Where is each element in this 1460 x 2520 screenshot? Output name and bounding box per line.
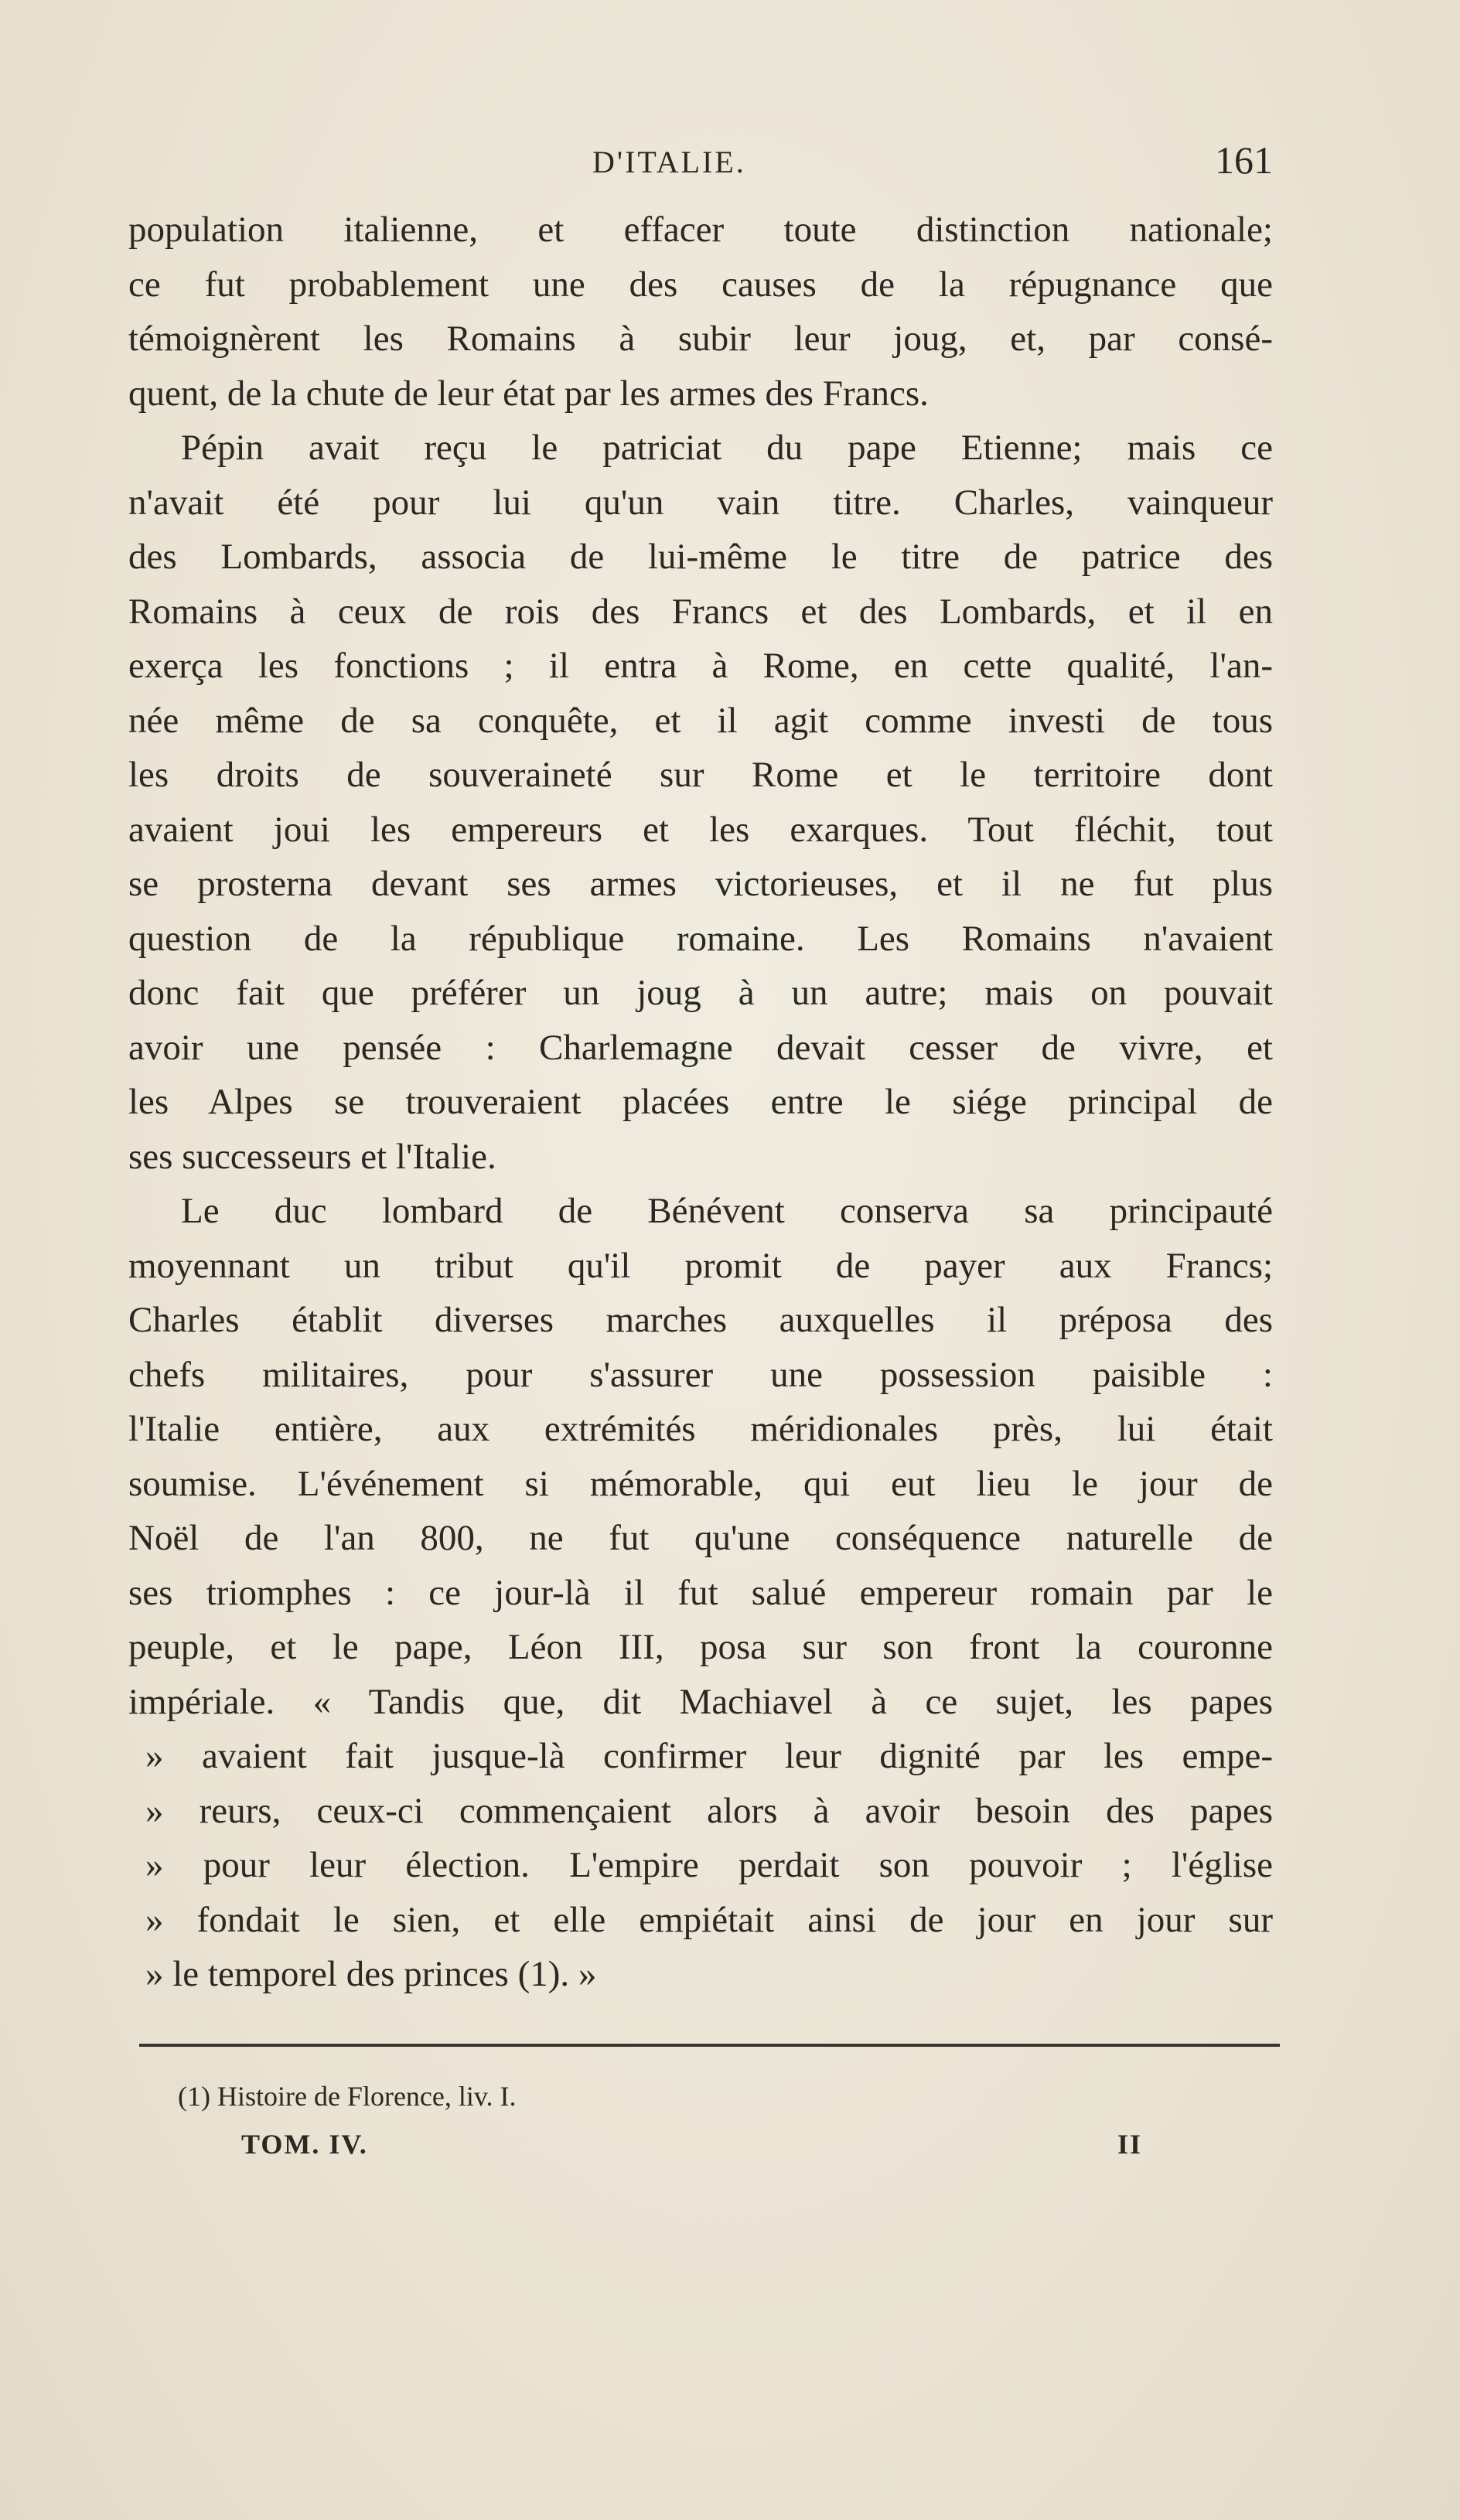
text-line: ses successeurs et l'Italie. [128, 1136, 496, 1177]
text-line: née même de sa conquête, et il agit comme investi de tous [128, 700, 1273, 741]
text-line: Le duc lombard de Bénévent conserva sa principauté [181, 1191, 1273, 1231]
text-line: quent, de la chute de leur état par les armes des Francs. [128, 373, 929, 414]
text-line: donc fait que préférer un joug à un autre; mais on pouvait [128, 973, 1273, 1013]
running-head: D'ITALIE. [592, 145, 746, 179]
text-line: exerça les fonctions ; il entra à Rome, en cette qualité, l'an- [128, 646, 1273, 686]
text-line: peuple, et le pape, Léon III, posa sur son front la couronne [128, 1627, 1273, 1667]
quote-line: » fondait le sien, et elle empiétait ainsi de jour en jour sur [145, 1899, 1273, 1940]
gathering-mark: II [1117, 2129, 1142, 2160]
text-line: Romains à ceux de rois des Francs et des Lombards, et il en [128, 591, 1273, 632]
text-line: population italienne, et effacer toute distinction nationale; [128, 210, 1273, 250]
text-line: ses triomphes : ce jour-là il fut salué empereur romain par le [128, 1572, 1273, 1613]
text-line: Noël de l'an 800, ne fut qu'une conséquence naturelle de [128, 1518, 1273, 1558]
quote-line: » le temporel des princes (1). » [145, 1954, 597, 1994]
volume-signature: TOM. IV. [241, 2129, 368, 2160]
text-line: impériale. « Tandis que, dit Machiavel à ce sujet, les papes [128, 1681, 1273, 1722]
page-number: 161 [1215, 138, 1273, 182]
footnote-rule [139, 2044, 1280, 2047]
quote-line: » pour leur élection. L'empire perdait son pouvoir ; l'église [145, 1845, 1273, 1885]
quote-line: » reurs, ceux-ci commençaient alors à avoir besoin des papes [145, 1790, 1273, 1831]
text-line: Charles établit diverses marches auxquelles il préposa des [128, 1300, 1273, 1340]
text-line: Pépin avait reçu le patriciat du pape Etienne; mais ce [181, 428, 1273, 468]
text-line: n'avait été pour lui qu'un vain titre. Charles, vainqueur [128, 482, 1273, 523]
text-line: chefs militaires, pour s'assurer une possession paisible : [128, 1354, 1273, 1395]
body-text [128, 203, 1273, 2002]
quote-line: » avaient fait jusque-là confirmer leur dignité par les empe- [145, 1736, 1273, 1776]
text-line: ce fut probablement une des causes de la répugnance que [128, 264, 1273, 305]
footnote: (1) Histoire de Florence, liv. I. [178, 2081, 517, 2112]
text-line: témoignèrent les Romains à subir leur joug, et, par consé- [128, 319, 1273, 359]
text-line: les droits de souveraineté sur Rome et le territoire dont [128, 755, 1273, 795]
page-header [128, 138, 1273, 192]
text-line: avoir une pensée : Charlemagne devait cesser de vivre, et [128, 1027, 1273, 1068]
text-line: des Lombards, associa de lui-même le titre de patrice des [128, 537, 1273, 577]
text-line: moyennant un tribut qu'il promit de payer aux Francs; [128, 1245, 1273, 1286]
text-line: l'Italie entière, aux extrémités méridionales près, lui était [128, 1409, 1273, 1449]
text-line: question de la république romaine. Les Romains n'avaient [128, 918, 1273, 959]
text-line: les Alpes se trouveraient placées entre le siége principal de [128, 1082, 1273, 1122]
text-line: se prosterna devant ses armes victorieuses, et il ne fut plus [128, 864, 1273, 904]
text-line: avaient joui les empereurs et les exarques. Tout fléchit, tout [128, 809, 1273, 850]
text-line: soumise. L'événement si mémorable, qui eut lieu le jour de [128, 1463, 1273, 1504]
